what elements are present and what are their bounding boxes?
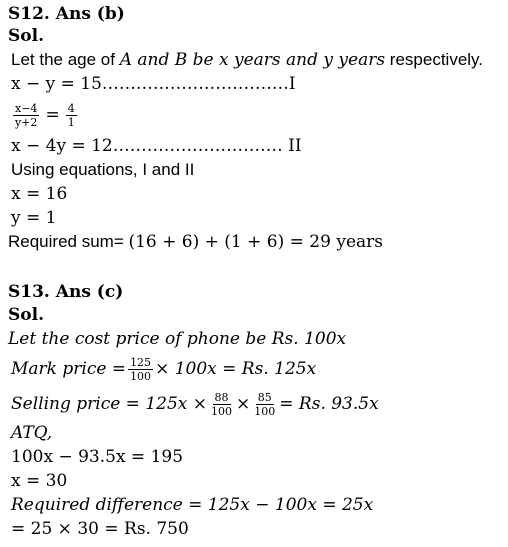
- s13-selling-price-rest: = Rs. 93.5x: [279, 394, 379, 414]
- s13-equation: 100x − 93.5x = 195: [11, 447, 184, 467]
- s13-selling-fraction-1: [209, 391, 234, 418]
- s13-x-value: x = 30: [11, 471, 68, 491]
- s13-cost-price-line: Let the cost price of phone be Rs. 100x: [8, 329, 347, 349]
- s12-intro-part2: A and B be x years and y years: [119, 50, 386, 70]
- s12-sol-label: Sol.: [8, 26, 44, 46]
- s13-mark-denominator: 100: [130, 369, 152, 383]
- s13-atq: ATQ,: [11, 423, 53, 443]
- s12-equation-1: x − y = 15……………………………I: [11, 74, 296, 94]
- s13-selling-numerator-2: 85: [257, 390, 272, 404]
- s12-frac-left-denominator: y+2: [15, 115, 38, 129]
- s12-fraction-equation: [11, 95, 79, 135]
- s12-required-sum-label: Required sum=: [8, 232, 129, 251]
- s12-heading: S12. Ans (b): [8, 4, 125, 24]
- s12-x-value: x = 16: [11, 184, 68, 204]
- s12-required-sum: [8, 232, 383, 252]
- s13-selling-denominator-1: 100: [211, 404, 233, 418]
- s12-intro-part1: Let the age of: [11, 50, 120, 69]
- s13-mark-price-rest: × 100x = Rs. 125x: [155, 359, 317, 379]
- s12-y-value: y = 1: [11, 208, 57, 228]
- s13-mark-numerator: 125: [130, 355, 152, 369]
- s13-selling-price-label: Selling price = 125x ×: [11, 394, 208, 414]
- s12-using-equations: Using equations, I and II: [11, 160, 195, 179]
- s12-intro-line: [11, 50, 483, 70]
- s12-fraction-left: [13, 102, 39, 129]
- s13-final-answer: = 25 × 30 = Rs. 750: [11, 519, 189, 539]
- s13-sol-label: Sol.: [8, 305, 44, 325]
- s12-intro-part3: respectively.: [385, 50, 484, 69]
- s12-frac-right-denominator: 1: [67, 115, 75, 129]
- s13-selling-times: ×: [236, 394, 251, 414]
- s12-frac-right-numerator: 4: [67, 101, 75, 115]
- s13-heading: S13. Ans (c): [8, 282, 124, 302]
- s13-required-difference: Required difference = 125x − 100x = 25x: [11, 495, 374, 515]
- s13-selling-denominator-2: 100: [254, 404, 276, 418]
- s12-required-sum-expression: (16 + 6) + (1 + 6) = 29 years: [128, 232, 383, 252]
- s13-selling-fraction-2: [252, 391, 277, 418]
- s13-mark-fraction: [128, 356, 153, 383]
- s12-frac-left-numerator: x−4: [15, 101, 38, 115]
- s12-frac-equals: =: [45, 105, 60, 125]
- s13-selling-price-line: [11, 383, 379, 425]
- s13-selling-numerator-1: 88: [214, 390, 229, 404]
- s12-equation-2: x − 4y = 12………………………… II: [11, 136, 302, 156]
- s13-mark-price-label: Mark price =: [11, 359, 127, 379]
- s12-fraction-right: [66, 102, 77, 129]
